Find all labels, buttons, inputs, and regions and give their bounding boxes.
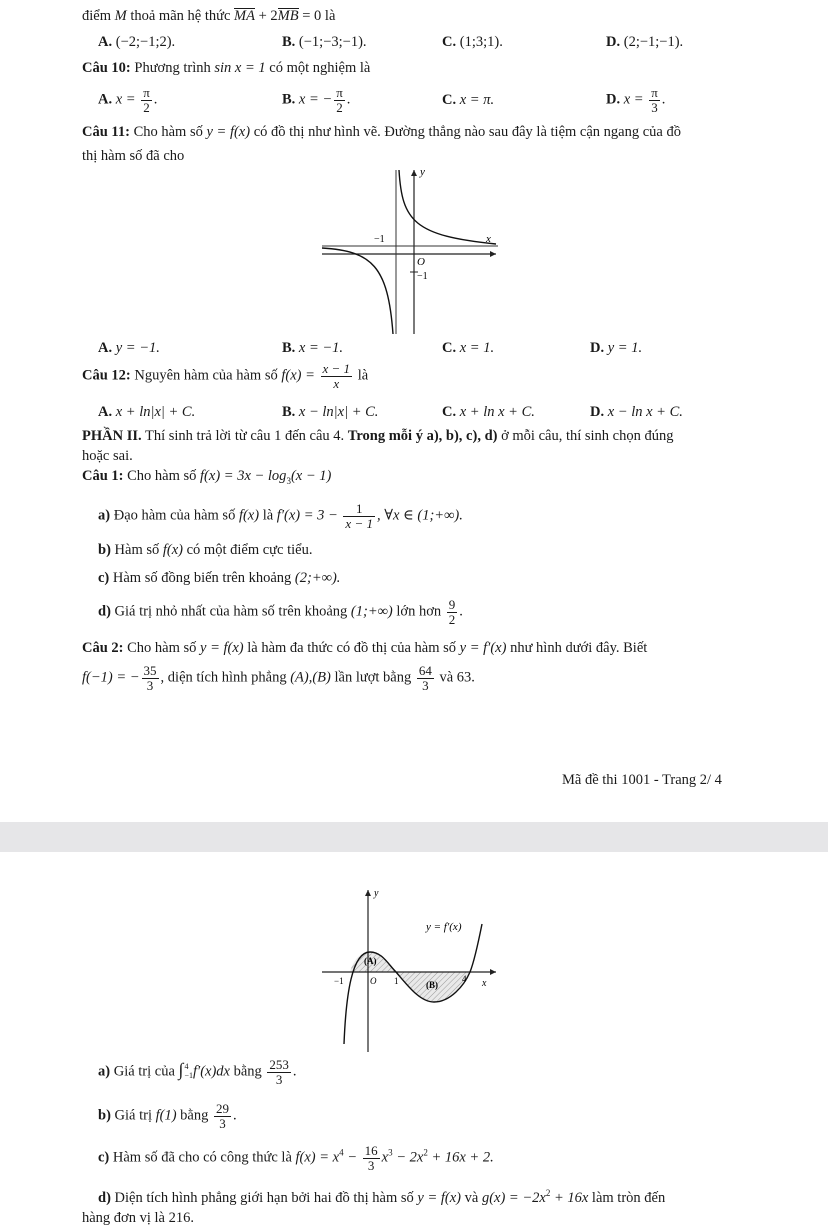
q2-curve-label: y = f′(x) <box>426 921 462 933</box>
q9-option-b: B. (−1;−3;−1). <box>282 34 367 50</box>
q11-option-d: D. y = 1. <box>590 340 643 356</box>
q12-option-c: C. x + ln x + C. <box>442 404 535 420</box>
intro-text-b: thoả mãn hệ thức <box>126 8 235 24</box>
q2-origin-label: O <box>370 976 377 986</box>
page-footer: Mã đề thi 1001 - Trang 2/ 4 <box>562 772 722 788</box>
q11-option-b: B. x = −1. <box>282 340 344 356</box>
q11-option-c: C. x = 1. <box>442 340 495 356</box>
q11-x-label: x <box>486 233 491 245</box>
q10-option-a: A. x = $\frac{\pi}{2}$ . <box>98 85 158 115</box>
q11-option-a: A. y = −1. <box>98 340 160 356</box>
q11-y-arrow <box>411 170 417 176</box>
intro-text-a: điểm <box>82 8 115 24</box>
page-separator <box>0 822 828 852</box>
q11-label: Câu 11: <box>82 124 130 140</box>
part2-q2-item-c: c) Hàm số đã cho có công thức là $f(x) = x^4$ − $\frac{16}{3}$ $x^3 - 2x^2 + 16x + 2$. <box>98 1143 494 1173</box>
intro-la: là <box>321 8 336 24</box>
question-12-stem: Câu 12: Nguyên hàm của hàm số f(x) = $\frac{x - 1}{x}$ là <box>82 361 369 391</box>
q11-y-label: y <box>420 166 425 178</box>
part2-q2-item-d-line2: hàng đơn vị là 216. <box>82 1210 194 1226</box>
question-10-stem: Câu 10: Phương trình sin x = 1 có một nghiệm là <box>82 60 371 76</box>
vector-ma: MA <box>234 8 255 24</box>
q2-tick-4: 4 <box>462 974 467 984</box>
q10-option-c: C. x = π. <box>442 92 495 108</box>
q2-x-label: x <box>482 978 487 989</box>
part2-q2-item-b: b) Giá trị f(1) bằng $\frac{29}{3}$ . <box>98 1101 237 1131</box>
part2-q1-item-b: b) Hàm số f(x) có một điểm cực tiểu. <box>98 542 313 558</box>
part2-q2-stem: Câu 2: Cho hàm số y = f(x) là hàm đa thức có đồ thị của hàm số y = f′(x) như hình dưới đây. Biết <box>82 640 648 656</box>
part2-q2-item-a: a) Giá trị của ∫ 4 −1 f′(x)dx bằng $\frac{253}{3}$ . <box>98 1057 297 1087</box>
intro-eq-zero: = 0 <box>298 8 322 24</box>
q11-origin-label: O <box>417 256 425 268</box>
q11-minus1-top-label: −1 <box>374 234 385 245</box>
exam-page-2 <box>0 852 828 1230</box>
question-11-stem: Câu 11: Cho hàm số y = f(x) có đồ thị như hình vẽ. Đường thẳng nào sau đây là tiệm cận ngang của đồ <box>82 124 681 140</box>
q12-option-a: A. x + ln|x| + C. <box>98 404 196 420</box>
q9-option-d: D. (2;−1;−1). <box>606 34 684 50</box>
q2-x-arrow <box>490 969 496 975</box>
q12-option-b: B. x − ln|x| + C. <box>282 404 379 420</box>
q10-option-d: D. x = $\frac{\pi}{3}$ . <box>606 85 666 115</box>
question-11-stem-line2: thị hàm số đã cho <box>82 148 185 164</box>
q12-option-d: D. x − ln x + C. <box>590 404 683 420</box>
intro-plus: + 2 <box>254 8 278 24</box>
part-2-instructions-line2: hoặc sai. <box>82 448 133 464</box>
q2-y-arrow <box>365 890 371 896</box>
q11-graph <box>322 166 498 334</box>
part2-q1-item-c: c) Hàm số đồng biến trên khoảng (2;+∞). <box>98 570 341 586</box>
part2-q2-stem-line2: f(−1) = − $\frac{35}{3}$ , diện tích hình phẳng (A),(B) lần lượt bằng $\frac{64}{3}$ và 63. <box>82 663 475 693</box>
q12-label: Câu 12: <box>82 367 131 384</box>
part2-q1-item-a: a) Đạo hàm của hàm số f(x) là f′(x) = 3 − $\frac{1}{x - 1}$ , ∀x ∈ (1;+∞). <box>98 501 463 531</box>
point-m: M <box>114 8 127 24</box>
question-9-stem <box>82 8 335 25</box>
q11-minus1-right-label: −1 <box>417 271 428 282</box>
q10-option-b: B. x = − $\frac{\pi}{2}$ . <box>282 85 351 115</box>
q9-option-c: C. (1;3;1). <box>442 34 503 50</box>
q11-x-arrow <box>490 251 496 257</box>
q2-region-a-label: (A) <box>364 956 377 966</box>
q11-curve-left-branch <box>322 248 393 334</box>
part-2-instructions: PHẦN II. Thí sinh trả lời từ câu 1 đến câu 4. Trong mỗi ý a), b), c), d) ở mỗi câu, thí sinh chọn đúng <box>82 428 674 444</box>
part2-q2-item-d: d) Diện tích hình phẳng giới hạn bởi hai đồ thị hàm số y = f(x) và $g(x) = -2x^2 + 16x$ làm tròn đến <box>98 1188 666 1206</box>
q9-option-a: A. (−2;−1;2). <box>98 34 176 50</box>
vector-mb: MB <box>277 8 299 24</box>
q10-label: Câu 10: <box>82 60 131 76</box>
part2-q1-stem: Câu 1: Cho hàm số $f(x) = 3x - \log_3(x - 1)$ <box>82 468 332 486</box>
q2-tick-1: 1 <box>394 976 399 986</box>
q2-derivative-graph <box>322 884 498 1052</box>
q2-region-b-label: (B) <box>426 980 438 990</box>
part2-q1-item-d: d) Giá trị nhỏ nhất của hàm số trên khoảng (1;+∞) lớn hơn $\frac{9}{2}$ . <box>98 597 463 627</box>
q2-tick-minus1: −1 <box>334 976 344 986</box>
q2-y-label: y <box>374 888 379 899</box>
